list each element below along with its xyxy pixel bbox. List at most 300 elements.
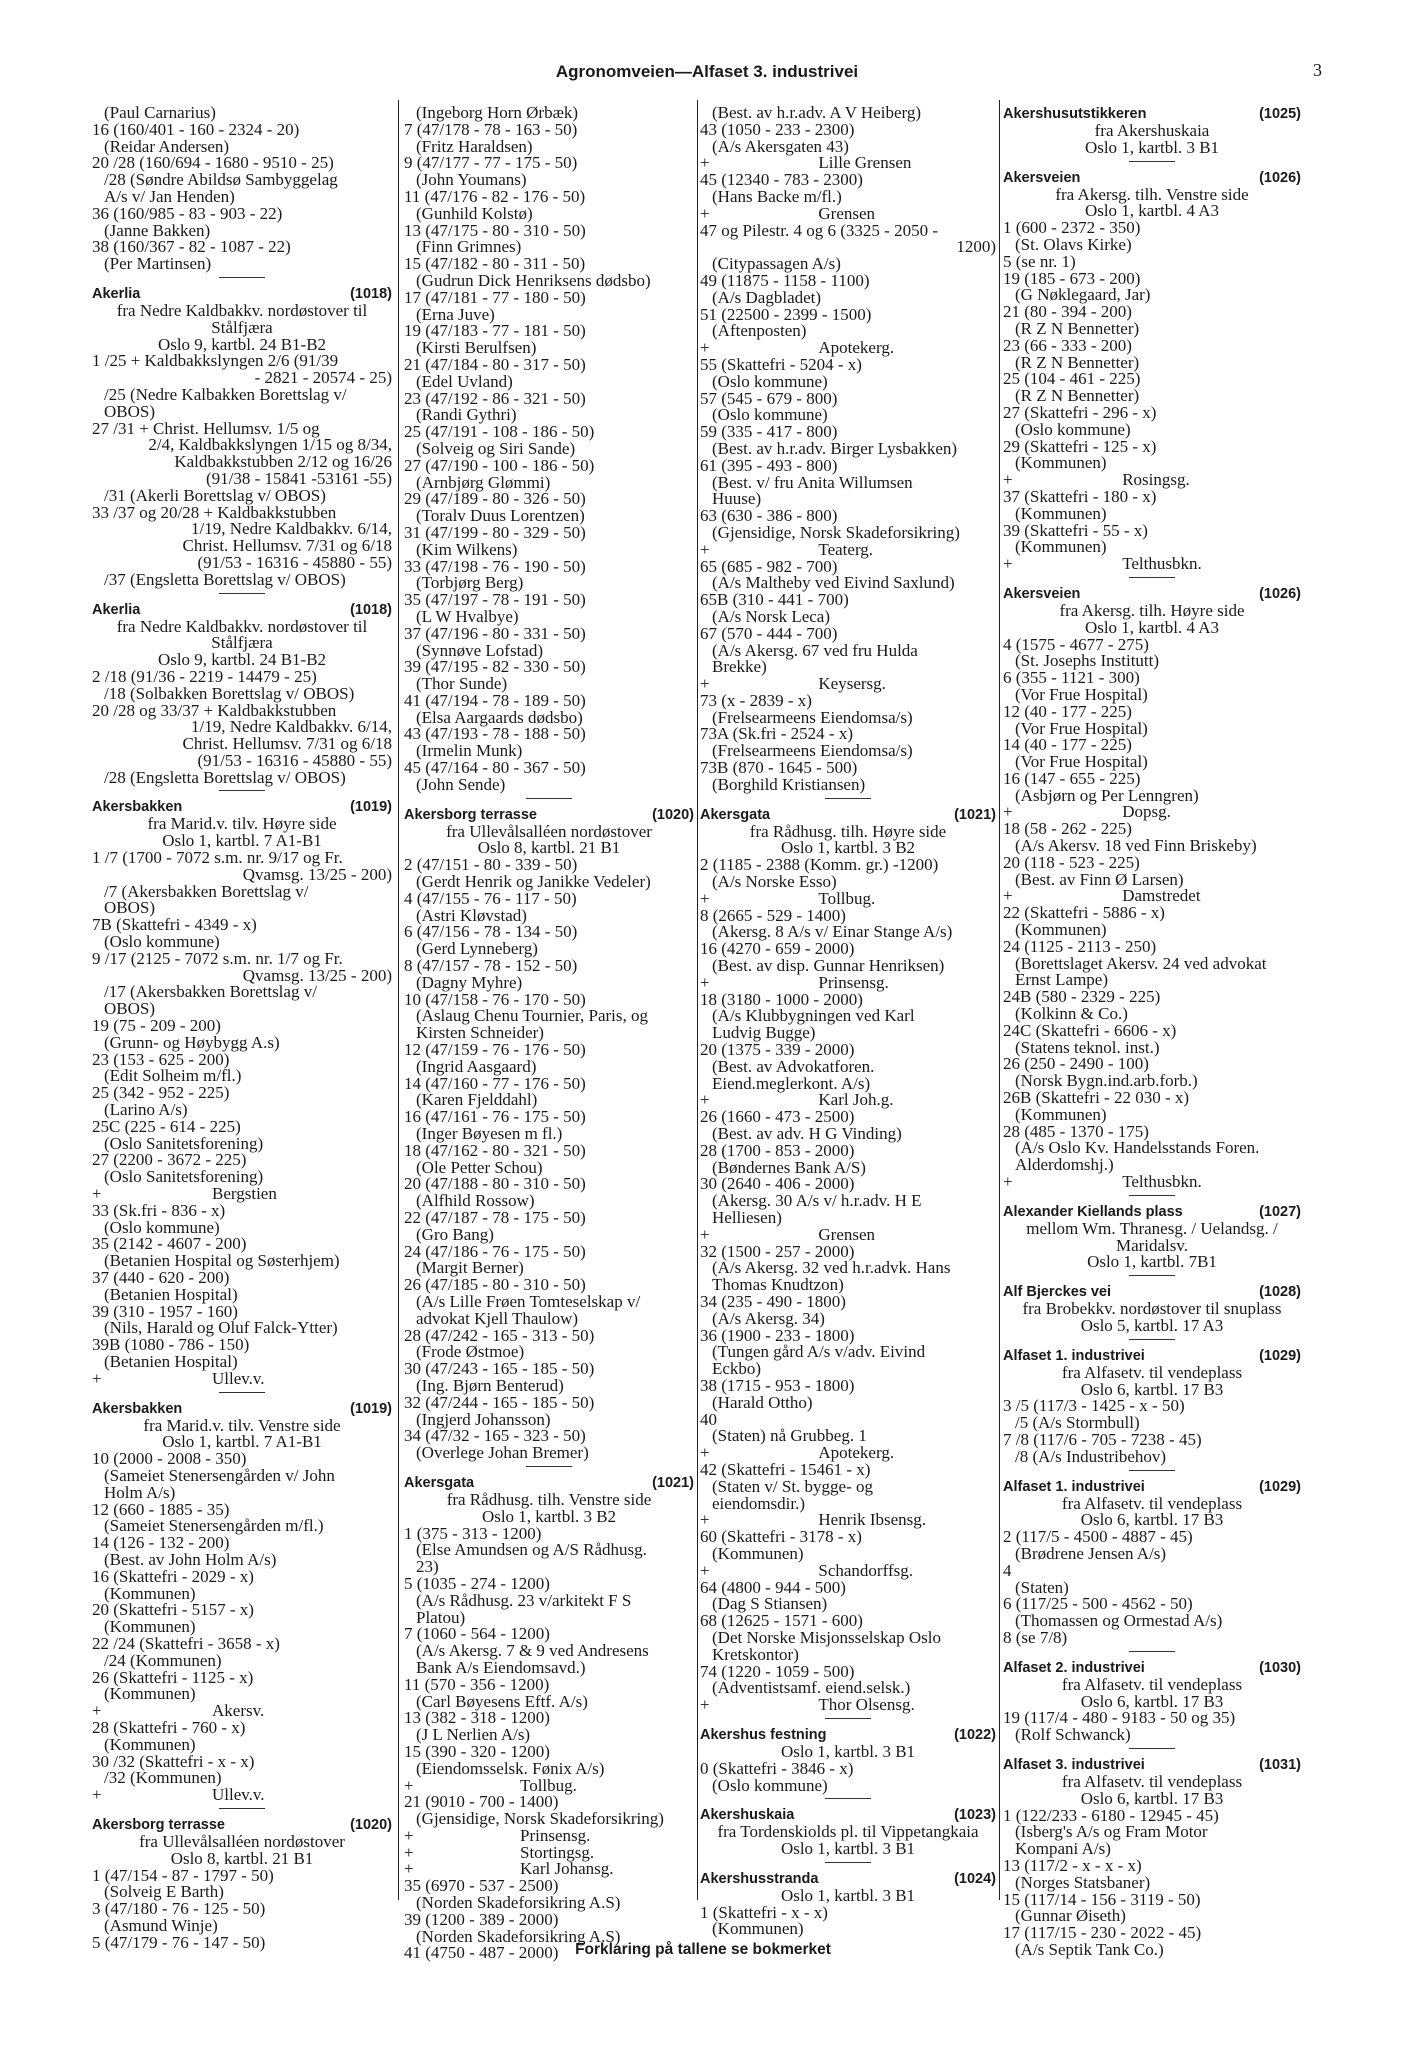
property-line: 28 (1700 - 853 - 2000) [700,1140,855,1160]
street-description: Oslo 1, kartbl. 3 B1 [780,1839,916,1859]
property-line: 37 (440 - 620 - 200) [92,1268,230,1287]
plus-icon: + [92,1701,102,1721]
owner-line: /18 (Solbakken Borettslag v/ OBOS) [104,683,355,703]
owner-line: (Tungen gård A/s v/adv. Eivind [712,1342,926,1362]
street-description: Oslo 1, kartbl. 3 B1 [780,1885,916,1905]
section-divider [1129,1470,1175,1471]
owner-line: (L W Hvalbye) [416,606,519,626]
street-description: fra Marid.v. tilv. Høyre side [147,814,337,834]
property-line: 9 (47/177 - 77 - 175 - 50) [404,153,578,173]
property-line: 27 (Skattefri - 296 - x) [1003,402,1157,422]
owner-line: (Reidar Andersen) [104,136,230,156]
owner-line: (Gerdt Henrik og Janikke Vedeler) [416,872,651,892]
owner-line: (Hans Backe m/fl.) [712,186,842,206]
owner-line: (A/s Akersg. 7 & 9 ved Andresens [416,1641,649,1661]
owner-line: (Staten v/ St. bygge- og [712,1476,874,1496]
owner-line: (Best. av John Holm A/s) [104,1549,277,1569]
cross-street-name: Akersv. [212,1701,265,1721]
property-line: 55 (Skattefri - 5204 - x) [700,354,862,374]
continuation-line: (91/53 - 16316 - 45880 - 55) [197,552,392,572]
owner-line: Huuse) [712,489,762,509]
property-line: 25 (47/191 - 108 - 186 - 50) [404,422,595,442]
owner-line: (A/s Akersg. 34) [712,1308,825,1328]
property-line: 38 (1715 - 953 - 1800) [700,1375,855,1395]
section-divider [1129,1651,1175,1652]
owner-line: /24 (Kommunen) [104,1650,222,1670]
section-divider [526,1466,572,1467]
owner-line: /7 (Akersbakken Borettslag v/ [104,881,309,901]
street-name: Alfaset 2. industrivei [1003,1659,1145,1676]
section-divider [219,593,265,594]
street-description: fra Alfasetv. til vendeplass [1061,1674,1243,1694]
street-description: Oslo 9, kartbl. 24 B1-B2 [157,334,327,354]
owner-line: (John Youmans) [416,170,527,190]
cross-street [1003,1174,1301,1191]
column-1 [92,103,392,1952]
cross-street-name: Henrik Ibsensg. [818,1510,927,1530]
owner-line: (Statens teknol. inst.) [1015,1037,1160,1057]
cross-street-name: Thor Olsensg. [818,1695,915,1715]
owner-line: /5 (A/s Stormbull) [1015,1413,1140,1433]
property-line: 26 (1660 - 473 - 2500) [700,1107,855,1127]
property-line: 12 (47/159 - 76 - 176 - 50) [404,1040,586,1060]
owner-line: (Sameiet Stenersengården m/fl.) [104,1516,324,1536]
property-line: 22 (47/187 - 78 - 175 - 50) [404,1208,586,1227]
owner-line: (Kommunen) [1015,920,1107,940]
property-line: 33 /37 og 20/28 + Kaldbakkstubben [92,502,337,522]
property-line: 34 (47/32 - 165 - 323 - 50) [404,1426,586,1446]
property-line: 28 (485 - 1370 - 175) [1003,1121,1149,1141]
street-name: Alfaset 1. industrivei [1003,1478,1145,1495]
street-description: Oslo 1, kartbl. 7B1 [1087,1252,1217,1272]
owner-line: (A/s Klubbygningen ved Karl [712,1006,915,1026]
plus-icon: + [1003,802,1013,822]
street-description: fra Akershuskaia [1094,121,1210,140]
plus-icon: + [700,1443,710,1463]
owner-line: /32 (Kommunen) [104,1768,222,1788]
property-line: 24C (Skattefri - 6606 - x) [1003,1020,1177,1040]
street-description: fra Ullevålsalléen nordøstover [446,821,652,841]
owner-line: (Synnøve Lofstad) [416,640,544,660]
owner-line: (Toralv Duus Lorentzen) [416,506,585,526]
owner-line: (Irmelin Munk) [416,741,523,761]
cross-street [1003,556,1301,573]
owner-line: (Solveig E Barth) [104,1882,224,1902]
street-code: (1025) [1259,106,1301,122]
property-line: 2 (47/151 - 80 - 339 - 50) [404,855,578,875]
plus-icon: + [700,972,710,992]
cross-street-name: Telthusbkn. [1122,554,1202,574]
property-line: 74 (1220 - 1059 - 500) [700,1661,855,1681]
section-divider [825,798,871,799]
property-line: 57 (545 - 679 - 800) [700,388,838,408]
property-line: 22 /24 (Skattefri - 3658 - x) [92,1633,280,1653]
property-line: 39 (1200 - 389 - 2000) [404,1909,559,1929]
street-heading [92,1400,392,1418]
owner-line: Platou) [416,1607,466,1627]
owner-line: (A/s Lille Frøen Tomteselskap v/ [416,1291,641,1311]
plus-icon: + [700,153,710,173]
owner-line: Eiend.meglerkont. A/s) [712,1073,871,1093]
street-description: fra Nedre Kaldbakkv. nordøstover til [116,300,368,320]
owner-line: (Margit Berner) [416,1258,524,1278]
owner-line: (Ing. Bjørn Benterud) [416,1375,564,1395]
street-heading [1003,169,1301,187]
owner-line: (Gro Bang) [416,1224,494,1244]
column-4 [1003,105,1301,1959]
owner-line: 23) [416,1557,439,1577]
owner-line: (Inger Bøyesen m fl.) [416,1124,563,1144]
owner-line: (Nils, Harald og Oluf Falck-Ytter) [104,1318,338,1338]
cross-street-name: Telthusbkn. [1122,1172,1202,1192]
street-code: (1029) [1259,1347,1301,1364]
property-line: 6 (117/25 - 500 - 4562 - 50) [1003,1594,1193,1614]
owner-line: (Gunhild Kolstø) [416,203,533,223]
owner-line: (Janne Bakken) [104,220,211,240]
plus-icon: + [700,1090,710,1110]
owner-line: (Gjensidige, Norsk Skadeforsikring) [712,522,960,542]
property-line: 27 /31 + Christ. Hellumsv. 1/5 og [92,418,320,438]
property-line: 2 (1185 - 2388 (Komm. gr.) -1200) [700,855,939,875]
property-line: 32 (1500 - 257 - 2000) [700,1241,855,1261]
plus-icon: + [700,539,710,559]
section-divider [1129,1748,1175,1749]
street-description: Oslo 6, kartbl. 17 B3 [1080,1788,1224,1808]
owner-line: (Kommunen) [1015,1104,1107,1124]
property-line: 19 (185 - 673 - 200) [1003,268,1141,288]
property-line: 20 (Skattefri - 5157 - x) [92,1600,254,1620]
property-line: 20 (1375 - 339 - 2000) [700,1040,855,1060]
continuation-line: Kaldbakkstubben 2/12 og 16/26 [174,452,392,472]
property-line: 10 (2000 - 2008 - 350) [92,1449,247,1469]
owner-line: (Vor Frue Hospital) [1015,752,1148,772]
property-line: 73A (Sk.fri - 2524 - x) [700,724,853,744]
continuation-line: 1200) [956,237,996,257]
property-line: 34 (235 - 490 - 1800) [700,1291,846,1311]
owner-line: (A/s Dagbladet) [712,287,822,307]
owner-line: (Kommunen) [712,1543,804,1563]
owner-line: (Aftenposten) [712,321,807,341]
property-line: 28 (Skattefri - 760 - x) [92,1717,246,1737]
cross-street [92,1787,392,1804]
owner-line: (Erna Juve) [416,304,495,324]
property-line: 67 (570 - 444 - 700) [700,623,838,643]
street-description: fra Brobekkv. nordøstover til snuplass [1022,1299,1282,1319]
owner-line: /8 (A/s Industribehov) [1015,1446,1167,1466]
owner-line: (Kommunen) [104,1684,196,1704]
owner-line: (Fritz Haraldsen) [416,136,533,156]
property-line: 9 /17 (2125 - 7072 s.m. nr. 1/7 og Fr. [92,948,343,968]
property-line: 24B (580 - 2329 - 225) [1003,987,1161,1007]
owner-line: (Oslo kommune) [104,1217,220,1237]
owner-line: (Bøndernes Bank A/S) [712,1157,866,1177]
owner-line: (Isberg's A/s og Fram Motor [1015,1822,1208,1842]
footer-note: Forklaring på tallene se bokmerket [575,1941,831,1958]
owner-line: (Ole Petter Schou) [416,1157,543,1177]
street-heading [1003,1478,1301,1496]
owner-line: (Edel Uvland) [416,371,513,391]
cross-street-name: Grensen [818,203,876,223]
property-line: 28 (47/242 - 165 - 313 - 50) [404,1325,595,1345]
owner-line: (Oslo kommune) [712,1775,828,1795]
owner-line: (Oslo kommune) [104,932,220,952]
owner-line: /31 (Akerli Borettslag v/ OBOS) [104,485,326,505]
street-code: (1021) [954,806,996,823]
owner-line: (Randi Gythri) [416,405,517,425]
street-heading [92,601,392,619]
street-description: Oslo 8, kartbl. 21 B1 [477,838,621,858]
property-line: 15 (117/14 - 156 - 3119 - 50) [1003,1889,1201,1909]
property-line: 1 /7 (1700 - 7072 s.m. nr. 9/17 og Fr. [92,848,343,868]
street-description: Stålfjæra [211,633,273,653]
plus-icon: + [700,1695,710,1715]
cross-street-name: Tollbug. [520,1775,577,1795]
owner-line: (Gjensidige, Norsk Skadeforsikring) [416,1809,664,1829]
property-line: 19 (117/4 - 480 - 9183 - 50 og 35) [1003,1708,1236,1728]
property-line: 18 (3180 - 1000 - 2000) [700,989,863,1009]
property-line: 27 (2200 - 3672 - 225) [92,1150,247,1170]
owner-line: (St. Olavs Kirke) [1015,234,1132,254]
cross-street-name: Keysersg. [818,674,886,694]
property-line: 10 (47/158 - 76 - 170 - 50) [404,989,586,1009]
plus-icon: + [1003,470,1013,490]
cross-street-name: Teaterg. [818,539,874,559]
cross-street-name: Stortingsg. [520,1842,595,1862]
owner-line: (Sameiet Stenersengården v/ John [104,1465,335,1485]
property-line: 13 (47/175 - 80 - 310 - 50) [404,220,586,240]
property-line: 41 (4750 - 487 - 2000) [404,1943,559,1963]
street-description: Oslo 1, kartbl. 3 B2 [780,838,916,858]
owner-line: (Gerd Lynneberg) [416,939,538,959]
owner-line: (A/s Septik Tank Co.) [1015,1939,1164,1959]
street-name: Akerlia [92,601,141,618]
owner-line: eiendomsdir.) [712,1493,806,1513]
property-line: 51 (22500 - 2399 - 1500) [700,304,872,324]
cross-street-name: Bergstien [212,1184,277,1204]
property-line: 21 (9010 - 700 - 1400) [404,1792,559,1812]
property-line: 43 (47/193 - 78 - 188 - 50) [404,724,586,744]
property-line: 35 (6970 - 537 - 2500) [404,1876,559,1896]
plus-icon: + [404,1775,414,1795]
cross-street-name: Apotekerg. [818,1443,895,1463]
owner-line: (Frelsearmeens Eiendomsa/s) [712,741,913,761]
owner-line: (Carl Bøyesens Eftf. A/s) [416,1691,588,1711]
section-divider [1129,1195,1175,1196]
street-description: Oslo 1, kartbl. 7 A1-B1 [162,1432,322,1452]
property-line: 5 (se nr. 1) [1003,251,1076,271]
owner-line: Kretskontor) [712,1644,799,1664]
owner-line: A/s v/ Jan Henden) [104,186,235,206]
owner-line: (Best. av h.r.adv. Birger Lysbakken) [712,438,958,458]
owner-line: (Kirsti Berulfsen) [416,338,537,358]
owner-line: (Betanien Hospital og Søsterhjem) [104,1251,340,1271]
property-line: 39 (310 - 1957 - 160) [92,1301,238,1321]
street-name: Alfaset 3. industrivei [1003,1756,1145,1773]
plus-icon: + [404,1842,414,1862]
property-line: 23 (47/192 - 86 - 321 - 50) [404,388,586,408]
owner-line: Kirsten Schneider) [416,1023,544,1043]
owner-line: (Arnbjørg Glømmi) [416,472,551,492]
owner-line: (Finn Grimnes) [416,237,522,257]
street-name: Alfaset 1. industrivei [1003,1347,1145,1364]
owner-line: (Adventistsamf. eiend.selsk.) [712,1678,911,1698]
street-name: Akershuskaia [700,1807,795,1824]
property-line: 20 /28 (160/694 - 1680 - 9510 - 25) [92,153,334,173]
property-line: 21 (80 - 394 - 200) [1003,302,1132,322]
street-name: Alf Bjerckes vei [1003,1284,1112,1301]
owner-line: (Best. av Finn Ø Larsen) [1015,869,1184,889]
street-code: (1020) [350,1816,392,1833]
owner-line: (G Nøklegaard, Jar) [1015,285,1151,305]
street-description: Oslo 6, kartbl. 17 B3 [1080,1691,1224,1711]
owner-line: (Dag S Stiansen) [712,1594,828,1614]
owner-line: (Best. av disp. Gunnar Henriksen) [712,956,945,976]
cross-street-name: Lille Grensen [818,153,912,173]
property-line: 26 (Skattefri - 1125 - x) [92,1667,254,1687]
owner-line: OBOS) [104,401,156,421]
cross-street [700,1697,996,1714]
plus-icon: + [92,1368,102,1388]
street-heading [700,806,996,824]
property-line: 65B (310 - 441 - 700) [700,590,849,610]
property-line: 59 (335 - 417 - 800) [700,422,838,442]
street-name: Akershus festning [700,1726,827,1743]
property-line: 17 (47/181 - 77 - 180 - 50) [404,287,586,307]
owner-line: (Kolkinn & Co.) [1015,1004,1128,1024]
owner-line: (Norsk Bygn.ind.arb.forb.) [1015,1071,1198,1091]
property-line: 7 /8 (117/6 - 705 - 7238 - 45) [1003,1429,1202,1449]
street-description: Oslo 1, kartbl. 3 B2 [481,1506,617,1526]
property-line: 23 (153 - 625 - 200) [92,1049,230,1069]
cross-street-name: Ullev.v. [212,1785,265,1805]
owner-line: (J L Nerlien A/s) [416,1725,531,1745]
property-line: 1 (47/154 - 87 - 1797 - 50) [92,1865,274,1885]
property-line: 16 (4270 - 659 - 2000) [700,939,855,959]
property-line: 36 (1900 - 233 - 1800) [700,1325,855,1345]
street-description: fra Rådhusg. tilh. Høyre side [749,821,947,841]
property-line: 49 (11875 - 1158 - 1100) [700,270,870,290]
cross-street-name: Rosingsg. [1122,470,1190,490]
street-code: (1018) [350,601,392,618]
property-line: 4 [1003,1560,1012,1580]
plus-icon: + [92,1184,102,1204]
property-line: 6 (355 - 1121 - 300) [1003,668,1140,688]
street-code: (1023) [954,1807,996,1824]
street-description: fra Akersg. tilh. Venstre side [1055,184,1249,204]
street-description: fra Ullevålsalléen nordøstover [139,1831,345,1851]
owner-line: (Asbjørn og Per Lenngren) [1015,785,1199,805]
street-description: fra Tordenskiolds pl. til Vippetangkaia [717,1822,979,1842]
property-line: 5 (1035 - 274 - 1200) [404,1573,550,1593]
street-description: fra Rådhusg. tilh. Venstre side [446,1489,652,1509]
owner-line: (Vor Frue Hospital) [1015,684,1148,704]
owner-line: Bank A/s Eiendomsavd.) [416,1657,586,1677]
street-code: (1021) [652,1474,694,1491]
street-name: Akershusstranda [700,1870,819,1887]
owner-line: (John Sende) [416,774,506,794]
owner-line: (A/s Maltheby ved Eivind Saxlund) [712,573,955,593]
street-code: (1030) [1259,1659,1301,1676]
property-line: 2 /18 (91/36 - 2219 - 14479 - 25) [92,666,317,686]
owner-line: (A/s Akersv. 18 ved Finn Briskeby) [1015,836,1257,856]
owner-line: (Akersg. 30 A/s v/ h.r.adv. H E [712,1191,922,1211]
property-line: 64 (4800 - 944 - 500) [700,1577,846,1597]
column-divider [697,100,698,1900]
property-line: 1 (122/233 - 6180 - 12945 - 45) [1003,1805,1219,1825]
owner-line: (Kommunen) [1015,453,1107,473]
owner-line: (Betanien Hospital) [104,1351,238,1371]
owner-line: /17 (Akersbakken Borettslag v/ [104,982,317,1002]
street-code: (1019) [350,1400,392,1417]
property-line: 25C (225 - 614 - 225) [92,1116,241,1136]
plus-icon: + [700,1560,710,1580]
owner-line: (Karen Fjelddahl) [416,1090,538,1110]
owner-line: (Edit Solheim m/fl.) [104,1066,242,1086]
page-header [92,60,1322,86]
plus-icon: + [404,1825,414,1845]
page-number: 3 [1313,60,1322,80]
property-line: 11 (570 - 356 - 1200) [404,1674,550,1694]
property-line: 1 (375 - 313 - 1200) [404,1523,542,1543]
street-code: (1019) [350,799,392,816]
property-line: 23 (66 - 333 - 200) [1003,335,1132,355]
property-line: 12 (40 - 177 - 225) [1003,701,1132,721]
section-divider [1129,1339,1175,1340]
plus-icon: + [700,1224,710,1244]
property-line: 31 (47/199 - 80 - 329 - 50) [404,522,586,542]
property-line: 14 (40 - 177 - 225) [1003,735,1132,755]
owner-line: /28 (Engsletta Borettslag v/ OBOS) [104,767,346,787]
street-description: Oslo 1, kartbl. 4 A3 [1084,201,1220,221]
continuation-line: Qvamsg. 13/25 - 200) [242,965,392,985]
street-description: Oslo 6, kartbl. 17 B3 [1080,1379,1224,1399]
owner-line: (Staten) nå Grubbeg. 1 [712,1426,867,1446]
owner-line: (Kommunen) [104,1617,196,1637]
property-line: 20 /28 og 33/37 + Kaldbakkstubben [92,700,337,720]
street-description: fra Nedre Kaldbakkv. nordøstover til [116,616,368,636]
property-line: 26 (250 - 2490 - 100) [1003,1054,1149,1074]
property-line: 33 (Sk.fri - 836 - x) [92,1200,226,1220]
continuation-line: Qvamsg. 13/25 - 200) [242,864,392,884]
property-line: 15 (390 - 320 - 1200) [404,1741,550,1761]
property-line: 21 (47/184 - 80 - 317 - 50) [404,354,586,374]
street-heading [404,806,694,824]
section-divider [825,1862,871,1863]
plus-icon: + [1003,886,1013,906]
property-line: 30 (47/243 - 165 - 185 - 50) [404,1359,595,1379]
street-name: Akersveien [1003,169,1081,186]
owner-line: (Thomassen og Ormestad A/s) [1015,1611,1223,1631]
property-line: 32 (47/244 - 165 - 185 - 50) [404,1392,595,1412]
property-line: 4 (1575 - 4677 - 275) [1003,634,1149,654]
street-code: (1018) [350,285,392,302]
cross-street-name: Grensen [818,1224,876,1244]
owner-line: (Gunnar Øiseth) [1015,1906,1126,1926]
property-line: 20 (118 - 523 - 225) [1003,852,1140,872]
owner-line: (A/s Norsk Leca) [712,606,831,626]
continuation-line: - 2821 - 20574 - 25) [254,368,392,388]
continuation-line: (91/38 - 15841 -53161 -55) [205,468,392,488]
plus-icon: + [700,1510,710,1530]
property-line: 19 (47/183 - 77 - 181 - 50) [404,321,586,341]
owner-line: (Astri Kløvstad) [416,905,527,925]
street-code: (1024) [954,1870,996,1887]
property-line: 14 (126 - 132 - 200) [92,1533,230,1553]
section-divider [1129,1275,1175,1276]
property-line: 4 (47/155 - 76 - 117 - 50) [404,888,577,908]
continuation-line: (91/53 - 16316 - 45880 - 55) [197,750,392,770]
owner-line: (Ingeborg Horn Ørbæk) [416,103,579,122]
